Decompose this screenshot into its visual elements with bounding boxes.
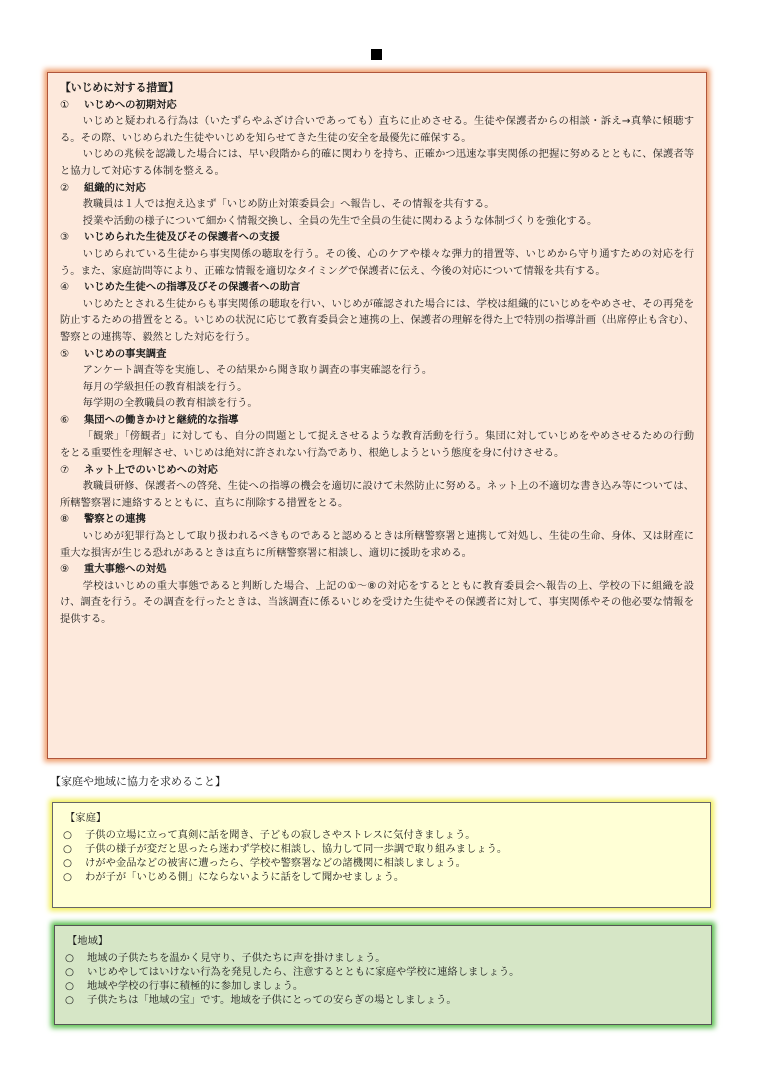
family-item: [63, 842, 700, 856]
measure-section: [60, 561, 694, 627]
family-item-text: わが子が「いじめる側」にならないように話をして聞かせましょう。: [85, 871, 405, 883]
section-title: 組織的に対応: [84, 181, 146, 194]
measure-section: [60, 412, 694, 462]
section-paragraph: いじめられている生徒から事実関係の聴取を行う。その後、心のケアや様々な弾力的措置等、いじめから守り通すための対応を行う。また、家庭訪問等により、正確な情報を適切なタイミングで保護者に伝え、今後の対応について情報を共有する。: [60, 247, 694, 277]
measure-section: [60, 229, 694, 279]
family-item-text: けがや金品などの被害に遭ったら、学校や警察署などの諸機関に相談しましょう。: [85, 857, 466, 869]
section-number: ④: [60, 281, 70, 294]
measures-sections: [60, 97, 694, 628]
section-line: 毎学期の全教職員の教育相談を行う。: [82, 397, 258, 410]
circle-bullet-icon: ○: [63, 829, 72, 841]
section-paragraph: いじめの兆候を認識した場合には、早い段階から的確に関わりを持ち、正確かつ迅速な事実関係の把握に努めるとともに、保護者等と協力して対応する体制を整える。: [60, 148, 694, 177]
section-heading: [60, 462, 694, 479]
community-item: [65, 993, 701, 1007]
square-marker: [371, 49, 382, 60]
section-title: いじめへの初期対応: [84, 98, 177, 111]
section-title: いじめの事実調査: [84, 347, 167, 360]
section-number: ⑥: [60, 413, 70, 426]
measure-section: [60, 279, 694, 345]
section-line: 毎月の学級担任の教育相談を行う。: [82, 380, 248, 393]
family-list: [63, 828, 700, 884]
section-number: ⑤: [60, 347, 70, 360]
section-title: 警察との連携: [84, 513, 146, 526]
circle-bullet-icon: ○: [63, 857, 72, 869]
family-item: [63, 870, 700, 884]
section-number: ⑦: [60, 463, 70, 476]
family-item-text: 子供の立場に立って真剣に話を聞き、子どもの寂しさやストレスに気付きましょう。: [85, 829, 476, 841]
family-item: [63, 828, 700, 842]
family-item: [63, 856, 700, 870]
bullying-measures-box: [47, 72, 707, 759]
circle-bullet-icon: ○: [63, 871, 72, 883]
family-box: [52, 802, 711, 908]
community-label: 【地域】: [67, 935, 109, 947]
section-heading: [60, 229, 694, 246]
measure-section: [60, 97, 694, 180]
measures-title: 【いじめに対する措置】: [60, 81, 179, 94]
community-item: [65, 965, 701, 979]
community-list: [65, 951, 701, 1007]
section-title: いじめられた生徒及びその保護者への支援: [84, 231, 280, 244]
measure-section: [60, 462, 694, 512]
section-number: ①: [60, 98, 70, 111]
circle-bullet-icon: ○: [65, 980, 74, 992]
family-item-text: 子供の様子が変だと思ったら迷わず学校に相談し、協力して同一歩調で取り組みましょう。: [85, 843, 508, 855]
community-item-text: 地域の子供たちを温かく見守り、子供たちに声を掛けましょう。: [87, 952, 386, 964]
cooperation-heading: 【家庭や地域に協力を求めること】: [50, 775, 226, 788]
community-item-text: 地域や学校の行事に積極的に参加しましょう。: [87, 980, 304, 992]
community-item: [65, 979, 701, 993]
section-title: 集団への働きかけと継続的な指導: [84, 413, 239, 426]
community-item: [65, 951, 701, 965]
section-paragraph: いじめが犯罪行為として取り扱われるべきものであると認めるときは所轄警察署と連携して対処し、生徒の生命、身体、又は財産に重大な損害が生じる恐れがあるときは直ちに所轄警察署に相談し、適切に援助を求める。: [60, 530, 694, 559]
community-item-text: いじめやしてはいけない行為を発見したら、注意するとともに家庭や学校に連絡しましょう。: [87, 966, 520, 978]
section-number: ③: [60, 231, 70, 244]
circle-bullet-icon: ○: [65, 966, 74, 978]
section-paragraph: いじめたとされる生徒からも事実関係の聴取を行い、いじめが確認された場合には、学校は組織的にいじめをやめさせ、その再発を防止するための措置をとる。いじめの状況に応じて教育委員会と連携の上、保護者の理解を得た上で特別の指導計画（出席停止も含む）、警察との連携等、毅然とした対応を行う。: [60, 297, 694, 343]
section-paragraph: いじめと疑われる行為は（いたずらやふざけ合いであっても）直ちに止めさせる。生徒や保護者からの相談・訴え→真摯に傾聴する。その際、いじめられた生徒やいじめを知らせてきた生徒の安全を最優先に確保する。: [60, 115, 694, 144]
circle-bullet-icon: ○: [65, 994, 74, 1006]
measure-section: [60, 180, 694, 230]
section-title: ネット上でのいじめへの対応: [84, 463, 218, 476]
family-label: 【家庭】: [65, 812, 107, 824]
section-paragraph: 学校はいじめの重大事態であると判断した場合、上記の①～⑧の対応をするとともに教育委員会へ報告の上、学校の下に組織を設け、調査を行う。その調査を行ったときは、当該調査に係るいじめを受けた生徒やその保護者に対して、事実関係やその他必要な情報を提供する。: [60, 579, 694, 625]
section-line: アンケート調査等を実施し、その結果から聞き取り調査の事実確認を行う。: [82, 364, 433, 377]
community-box: [54, 925, 712, 1025]
circle-bullet-icon: ○: [65, 952, 74, 964]
section-heading: [60, 561, 694, 578]
measure-section: [60, 346, 694, 412]
section-paragraph: 教職員は１人では抱え込まず「いじめ防止対策委員会」へ報告し、その情報を共有する。: [82, 198, 495, 211]
section-title: いじめた生徒への指導及びその保護者への助言: [84, 281, 301, 294]
section-heading: [60, 279, 694, 296]
section-number: ⑨: [60, 563, 70, 576]
section-number: ⑧: [60, 513, 70, 526]
circle-bullet-icon: ○: [63, 843, 72, 855]
section-title: 重大事態への対処: [84, 563, 167, 576]
section-paragraph: 「観衆」「傍観者」に対しても、自分の問題として捉えさせるような教育活動を行う。集団に対していじめをやめさせるための行動をとる重要性を理解させ、いじめは絶対に許されない行為であり、根絶しようという態度を身に付けさせる。: [60, 430, 694, 460]
section-number: ②: [60, 181, 70, 194]
community-item-text: 子供たちは「地域の宝」です。地域を子供にとっての安らぎの場としましょう。: [87, 994, 457, 1006]
section-heading: [60, 97, 694, 114]
section-paragraph: 教職員研修、保護者への啓発、生徒への指導の機会を適切に設けて未然防止に努める。ネット上の不適切な書き込み等については、所轄警察署に連絡するとともに、直ちに削除する措置をとる。: [60, 480, 694, 509]
section-heading: [60, 511, 694, 528]
section-paragraph: 授業や活動の様子について細かく情報交換し、全員の先生で全員の生徒に関わるような体制づくりを強化する。: [82, 214, 598, 227]
section-heading: [60, 346, 694, 363]
measure-section: [60, 511, 694, 561]
section-heading: [60, 412, 694, 429]
section-heading: [60, 180, 694, 197]
